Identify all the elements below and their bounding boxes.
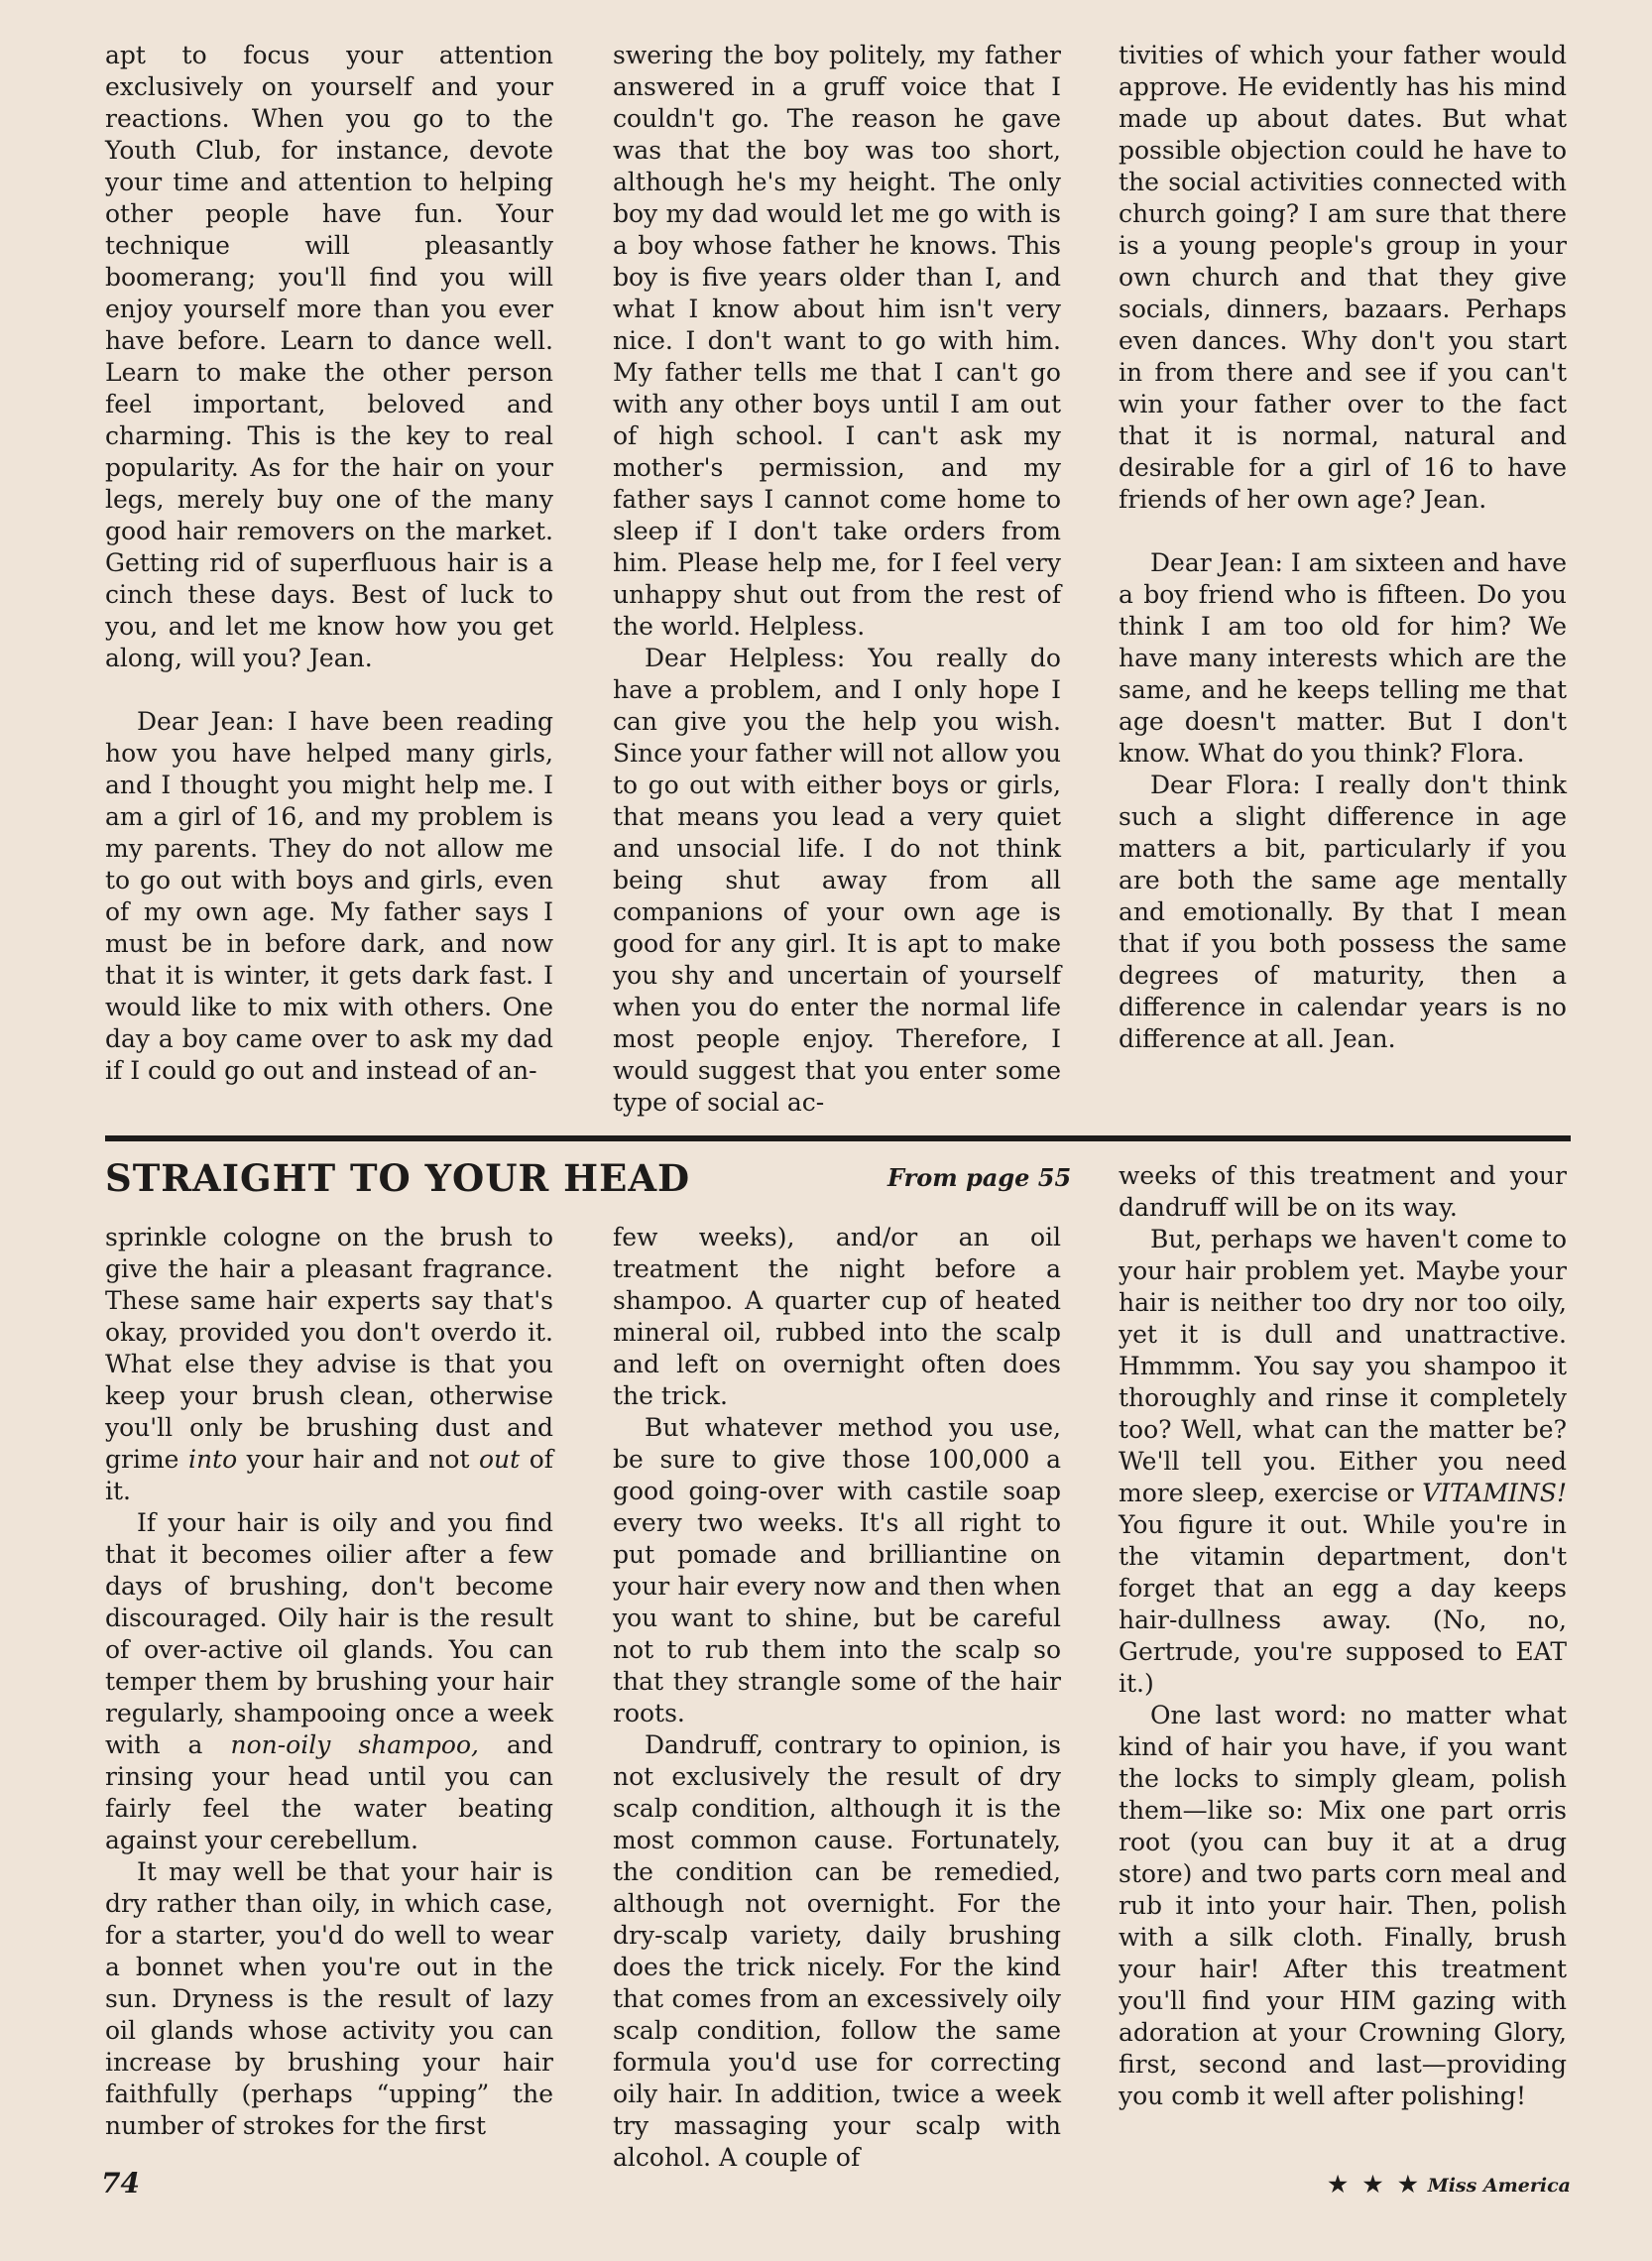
article-headline: STRAIGHT TO YOUR HEAD xyxy=(105,1156,691,1200)
paragraph: Dandruff, contrary to opinion, is not exclusively the result of dry scalp condition, although it is the most common cause. Fortunately, the condition can be remedied, although not overnight. For the dry-scalp variety, daily brushing does the trick nicely. For the kind that comes from an excessively oily scalp condition, follow the same formula you'd use for correcting oily hair. In addition, twice a week try massaging your scalp with alcohol. A couple of xyxy=(613,1730,1061,2172)
paragraph xyxy=(105,1507,553,1856)
emphasis: non-oily shampoo, xyxy=(230,1730,479,1759)
paragraph: One last word: no matter what kind of hair you have, if you want the locks to simply gleam, polish them—like so: Mix one part orris root (you can buy it at a drug store) and two parts corn meal and rub it into your hair. Then, polish with a silk cloth. Finally, brush your hair! After this treatment you'll find your HIM gazing with adoration at your Crowning Glory, first, second and last—providing you comb it well after polishing! xyxy=(1119,1701,1567,2110)
paragraph xyxy=(1119,1224,1567,1700)
text-run: You figure it out. While you're in the vitamin department, don't forget that an egg a day keeps hair-dullness away. (No, no, Gertrude, you're supposed to EAT it.) xyxy=(1119,1510,1567,1698)
advice-column-2 xyxy=(613,40,1061,1119)
text-run: your hair and not xyxy=(237,1445,479,1474)
magazine-name: Miss America xyxy=(1427,2175,1571,2197)
emphasis: VITAMINS! xyxy=(1422,1479,1567,1507)
paragraph xyxy=(105,1222,553,1507)
article-column-1 xyxy=(105,1222,553,2142)
advice-column-1 xyxy=(105,40,553,1087)
text-run: and rinsing your head until you can fairly feel the water beating against your cerebellum. xyxy=(105,1730,553,1854)
paragraph: Dear Jean: I am sixteen and have a boy friend who is fifteen. Do you think I am too old for him? We have many interests which are the same, and he keeps telling me that age doesn't matter. But I don't know. What do you think? Flora. xyxy=(1119,548,1567,768)
continued-from-reference: From page 55 xyxy=(887,1163,1072,1192)
star-icons: ★ ★ ★ xyxy=(1328,2172,1422,2198)
text-run: But, perhaps we haven't come to your hair problem yet. Maybe your hair is neither too dry nor too oily, yet it is dull and unattractive. Hmmmm. You say you shampoo it thoroughly and rinse it completely too? Well, what can the matter be? We'll tell you. Either you need more sleep, exercise or xyxy=(1119,1225,1567,1507)
text-run: sprinkle cologne on the brush to give the hair a pleasant fragrance. These same hair experts say that's okay, provided you don't overdo it. What else they advise is that you keep your brush clean, otherwise you'll only be brushing dust and grime xyxy=(105,1223,553,1474)
paragraph: Dear Flora: I really don't think such a slight difference in age matters a bit, particularly if you are both the same age mentally and emotionally. By that I mean that if you both possess the same degrees of maturity, then a difference in calendar years is no difference at all. Jean. xyxy=(1119,771,1567,1053)
emphasis: out xyxy=(479,1445,521,1474)
paragraph: It may well be that your hair is dry rather than oily, in which case, for a starter, you'd do well to wear a bonnet when you're out in the sun. Dryness is the result of lazy oil glands whose activity you can increase by brushing your hair faithfully (perhaps “upping” the number of strokes for the first xyxy=(105,1857,553,2140)
text-run: of it. xyxy=(105,1445,553,1505)
paragraph: weeks of this treatment and your dandruff will be on its way. xyxy=(1119,1161,1567,1222)
paragraph: apt to focus your attention exclusively on yourself and your reactions. When you go to the Youth Club, for instance, devote your time and attention to helping other people have fun. Your technique will pleasantly boomerang; you'll find you will enjoy yourself more than you ever have before. Learn to dance well. Learn to make the other person feel important, beloved and charming. This is the key to real popularity. As for the hair on your legs, merely buy one of the many good hair removers on the market. Getting rid of superfluous hair is a cinch these days. Best of luck to you, and let me know how you get along, will you? Jean. xyxy=(105,41,553,672)
paragraph: But whatever method you use, be sure to give those 100,000 a good going-over with castile soap every two weeks. It's all right to put pomade and brilliantine on your hair every now and then when you want to shine, but be careful not to rub them into the scalp so that they strangle some of the hair roots. xyxy=(613,1413,1061,1727)
paragraph: Dear Helpless: You really do have a problem, and I only hope I can give you the help you wish. Since your father will not allow you to go out with either boys or girls, that means you lead a very quiet and unsocial life. I do not think being shut away from all companions of your own age is good for any girl. It is apt to make you shy and uncertain of yourself when you do enter the normal life most people enjoy. Therefore, I would suggest that you enter some type of social ac- xyxy=(613,644,1061,1117)
article-column-2 xyxy=(613,1222,1061,2174)
article-column-3 xyxy=(1119,1160,1567,2112)
page-number: 74 xyxy=(101,2167,140,2200)
emphasis: into xyxy=(187,1445,238,1474)
magazine-footer xyxy=(1328,2170,1571,2201)
text-run: If your hair is oily and you find that it becomes oilier after a few days of brushing, don't become discouraged. Oily hair is the result of over-active oil glands. You can temper them by brushing your hair regularly, shampooing once a week with a xyxy=(105,1508,553,1759)
paragraph: few weeks), and/or an oil treatment the night before a shampoo. A quarter cup of heated mineral oil, rubbed into the scalp and left on overnight often does the trick. xyxy=(613,1223,1061,1410)
paragraph: swering the boy politely, my father answered in a gruff voice that I couldn't go. The reason he gave was that the boy was too short, although he's my height. The only boy my dad would let me go with is a boy whose father he knows. This boy is five years older than I, and what I know about him isn't very nice. I don't want to go with him. My father tells me that I can't go with any other boys until I am out of high school. I can't ask my mother's permission, and my father says I cannot come home to sleep if I don't take orders from him. Please help me, for I feel very unhappy shut out from the rest of the world. Helpless. xyxy=(613,41,1061,641)
advice-column-3 xyxy=(1119,40,1567,1055)
section-divider xyxy=(105,1135,1571,1141)
paragraph: tivities of which your father would approve. He evidently has his mind made up about dates. But what possible objection could he have to the social activities connected with church going? I am sure that there is a young people's group in your own church and that they give socials, dinners, bazaars. Perhaps even dances. Why don't you start in from there and see if you can't win your father over to the fact that it is normal, natural and desirable for a girl of 16 to have friends of her own age? Jean. xyxy=(1119,41,1567,514)
paragraph: Dear Jean: I have been reading how you have helped many girls, and I thought you might help me. I am a girl of 16, and my problem is my parents. They do not allow me to go out with boys and girls, even of my own age. My father says I must be in before dark, and now that it is winter, it gets dark fast. I would like to mix with others. One day a boy came over to ask my dad if I could go out and instead of an- xyxy=(105,707,553,1085)
